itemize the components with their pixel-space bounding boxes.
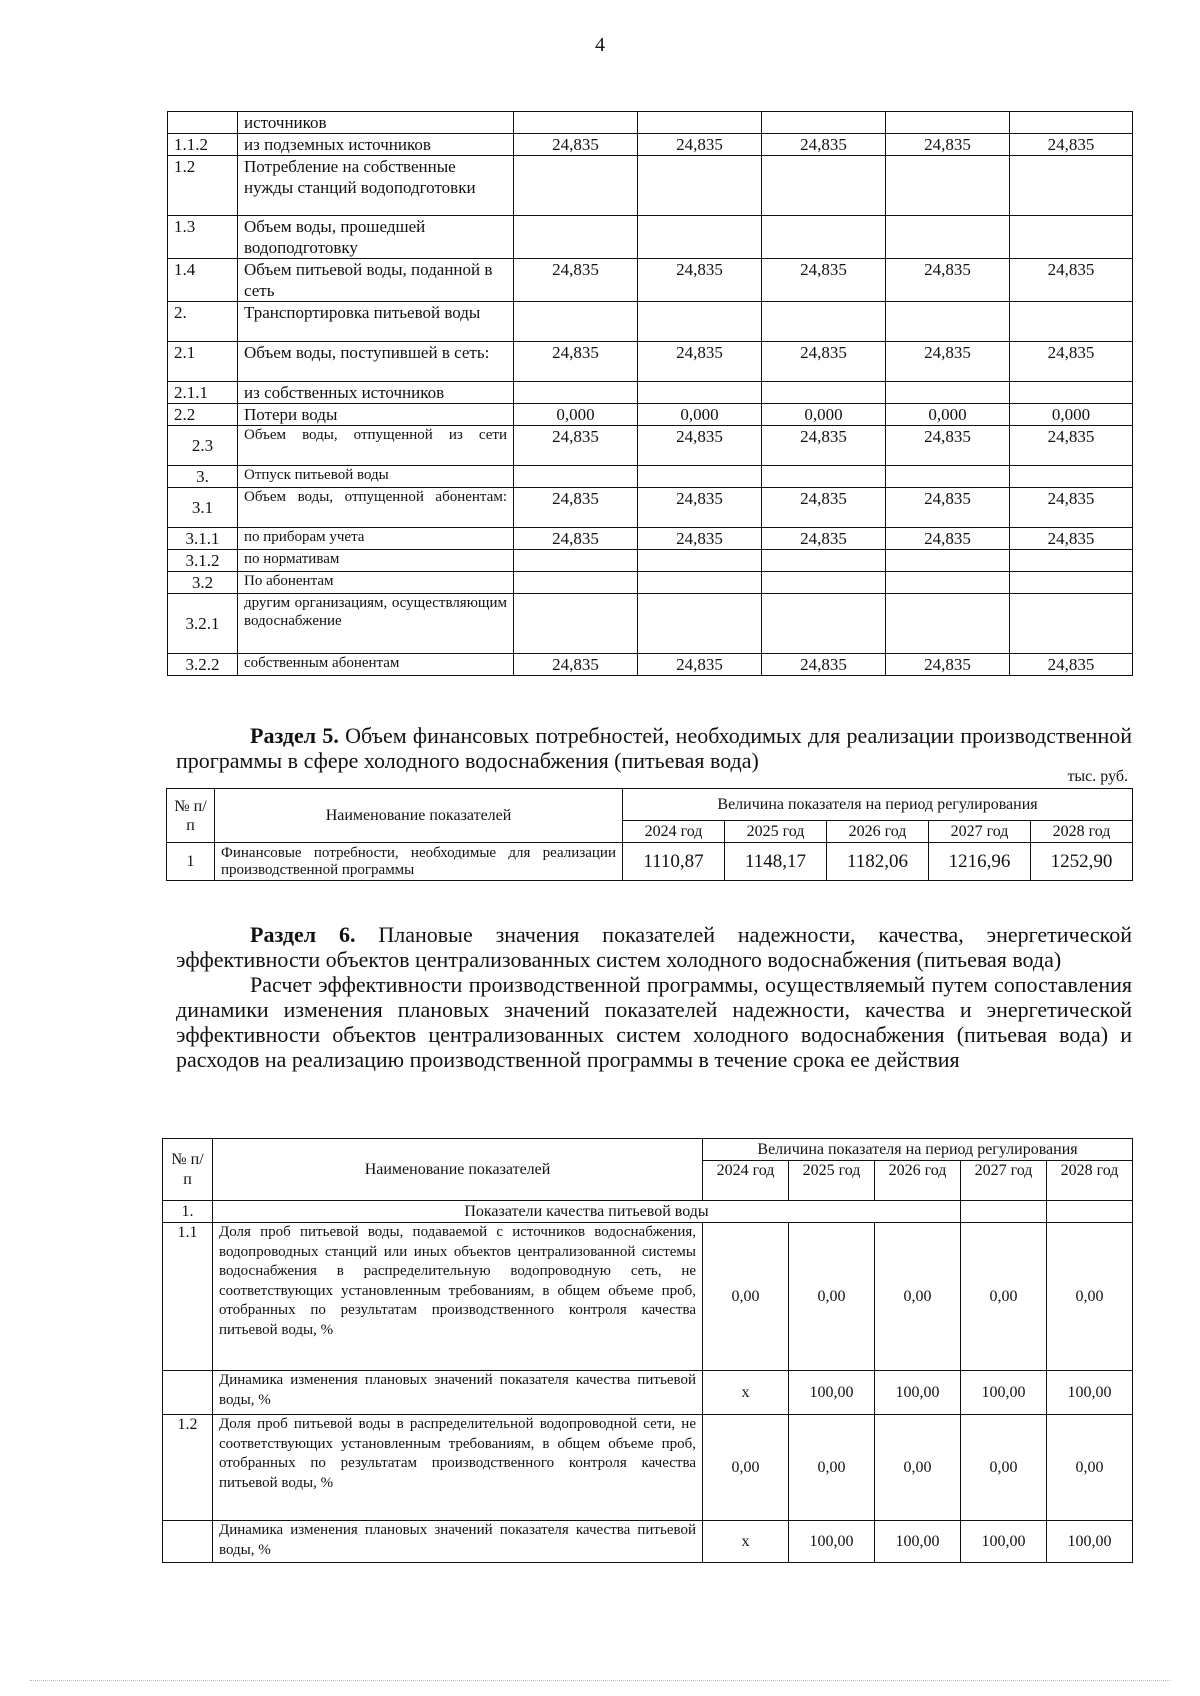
- t1-value: 0,000: [762, 404, 886, 426]
- t1-value: 24,835: [1010, 426, 1133, 466]
- t1-row-name: Объем воды, отпущенной абонентам:: [238, 488, 514, 528]
- t3-value: 0,00: [1047, 1415, 1133, 1521]
- t1-value: [762, 572, 886, 594]
- financial-needs-table: [166, 788, 1133, 881]
- t2-year: 2026 год: [827, 821, 929, 843]
- t1-row: [168, 488, 1133, 528]
- t1-value: 24,835: [886, 654, 1010, 676]
- t1-row-num: 3.1.2: [168, 550, 238, 572]
- t3-group-title: Показатели качества питьевой воды: [213, 1201, 961, 1223]
- t1-value: [762, 466, 886, 488]
- t3-row-num: [163, 1521, 213, 1563]
- t1-value: 24,835: [1010, 528, 1133, 550]
- t3-value: 0,00: [961, 1415, 1047, 1521]
- t1-row: [168, 594, 1133, 654]
- t1-row: [168, 426, 1133, 466]
- t1-value: [638, 216, 762, 259]
- t1-value: [886, 382, 1010, 404]
- t1-value: 24,835: [762, 134, 886, 156]
- t1-value: 24,835: [638, 134, 762, 156]
- t1-value: [1010, 302, 1133, 342]
- t1-value: 24,835: [638, 528, 762, 550]
- t1-value: 24,835: [762, 426, 886, 466]
- t3-row-name: Динамика изменения плановых значений показателя качества питьевой воды, %: [213, 1521, 703, 1563]
- t1-value: 24,835: [1010, 259, 1133, 302]
- t1-row-num: 3.: [168, 466, 238, 488]
- t1-row: [168, 302, 1133, 342]
- section6-paragraph: Расчет эффективности производственной программы, осуществляемый путем сопоставления динамики изменения плановых значений показателей надежности, качества и энергетической эффективности объектов централизованных систем холодного водоснабжения (питьевая вода) и расходов на реализацию производственной программы в течение срока ее действия: [176, 972, 1132, 1072]
- t1-value: [886, 594, 1010, 654]
- t1-value: 0,000: [514, 404, 638, 426]
- t3-value: 0,00: [789, 1223, 875, 1371]
- t3-value: 0,00: [875, 1415, 961, 1521]
- t1-value: 24,835: [886, 426, 1010, 466]
- t1-value: [762, 216, 886, 259]
- t1-value: [514, 302, 638, 342]
- t3-value: 100,00: [789, 1521, 875, 1563]
- t1-value: [638, 550, 762, 572]
- t1-value: 24,835: [886, 259, 1010, 302]
- t1-row: [168, 654, 1133, 676]
- t2-year: 2028 год: [1031, 821, 1133, 843]
- t1-row-name: Транспортировка питьевой воды: [238, 302, 514, 342]
- t1-row: [168, 259, 1133, 302]
- t1-value: [762, 302, 886, 342]
- t3-header-num: № п/п: [163, 1139, 213, 1201]
- t1-row: [168, 216, 1133, 259]
- t1-value: [638, 156, 762, 216]
- t1-value: [886, 550, 1010, 572]
- t2-year: 2025 год: [725, 821, 827, 843]
- t1-row-num: 3.2.2: [168, 654, 238, 676]
- t1-value: 24,835: [1010, 134, 1133, 156]
- t1-row-name: Объем воды, поступившей в сеть:: [238, 342, 514, 382]
- section6-heading: [176, 922, 1132, 1072]
- t2-row-num: 1: [167, 843, 215, 881]
- t1-value: 24,835: [1010, 488, 1133, 528]
- t3-value: 100,00: [875, 1521, 961, 1563]
- t1-value: [1010, 112, 1133, 134]
- t3-header-period: Величина показателя на период регулирования: [703, 1139, 1133, 1161]
- t3-row-num: [163, 1371, 213, 1415]
- t1-value: 24,835: [514, 134, 638, 156]
- t1-row: [168, 382, 1133, 404]
- water-volume-table: [167, 111, 1133, 676]
- section6-title: Плановые значения показателей надежности, качества, энергетической эффективности объектов централизованных систем холодного водоснабжения (питьевая вода): [176, 922, 1132, 972]
- t1-row-name: По абонентам: [238, 572, 514, 594]
- t3-value: 100,00: [789, 1371, 875, 1415]
- t1-row-num: 2.2: [168, 404, 238, 426]
- t1-row-name: другим организациям, осуществляющим водоснабжение: [238, 594, 514, 654]
- t1-value: [762, 550, 886, 572]
- t3-value: 0,00: [789, 1415, 875, 1521]
- t1-row-num: 2.1.1: [168, 382, 238, 404]
- page-number: 4: [595, 34, 605, 56]
- t1-value: 24,835: [638, 654, 762, 676]
- t1-row-name: по приборам учета: [238, 528, 514, 550]
- t1-value: [1010, 382, 1133, 404]
- t3-value: 0,00: [1047, 1223, 1133, 1371]
- t1-row-num: [168, 112, 238, 134]
- quality-indicators-table: [162, 1138, 1133, 1563]
- t1-value: 24,835: [1010, 654, 1133, 676]
- t1-value: 24,835: [638, 259, 762, 302]
- t1-row-num: 1.3: [168, 216, 238, 259]
- t1-value: 24,835: [886, 134, 1010, 156]
- t1-row: [168, 466, 1133, 488]
- t1-value: 24,835: [514, 488, 638, 528]
- t1-row-num: 2.1: [168, 342, 238, 382]
- t2-header-period: Величина показателя на период регулирования: [623, 789, 1133, 821]
- t3-year: 2026 год: [875, 1161, 961, 1201]
- t2-value: 1252,90: [1031, 843, 1133, 881]
- t1-value: [514, 216, 638, 259]
- t1-row: [168, 112, 1133, 134]
- t1-value: 24,835: [638, 426, 762, 466]
- section5-label: Раздел 5.: [250, 723, 339, 748]
- t1-value: [886, 572, 1010, 594]
- t1-row-name: по нормативам: [238, 550, 514, 572]
- t1-row: [168, 550, 1133, 572]
- t1-row-name: Объем питьевой воды, поданной в сеть: [238, 259, 514, 302]
- t1-value: [886, 156, 1010, 216]
- t1-row-name: Объем воды, отпущенной из сети: [238, 426, 514, 466]
- t2-value: 1110,87: [623, 843, 725, 881]
- t3-value: 0,00: [961, 1223, 1047, 1371]
- t1-value: 24,835: [638, 342, 762, 382]
- t3-value: 100,00: [961, 1371, 1047, 1415]
- t1-value: [1010, 550, 1133, 572]
- t1-value: 24,835: [762, 488, 886, 528]
- t1-row-num: 1.1.2: [168, 134, 238, 156]
- t2-value: 1216,96: [929, 843, 1031, 881]
- t3-year: 2027 год: [961, 1161, 1047, 1201]
- t1-value: [514, 550, 638, 572]
- t3-value: 0,00: [875, 1223, 961, 1371]
- t1-row: [168, 342, 1133, 382]
- t2-year: 2027 год: [929, 821, 1031, 843]
- t3-row-name: Доля проб питьевой воды в распределительной водопроводной сети, не соответствующих установленным требованиям, в общем объеме проб, отобранных по результатам производственного контроля качества питьевой воды, %: [213, 1415, 703, 1521]
- t1-row: [168, 572, 1133, 594]
- t1-row-name: из собственных источников: [238, 382, 514, 404]
- t1-value: 24,835: [762, 528, 886, 550]
- t1-row-name: собственным абонентам: [238, 654, 514, 676]
- t1-row-num: 2.3: [168, 426, 238, 466]
- t1-value: [1010, 572, 1133, 594]
- t1-row-num: 3.2.1: [168, 594, 238, 654]
- t3-value: 100,00: [875, 1371, 961, 1415]
- t1-value: 24,835: [514, 259, 638, 302]
- t1-value: 24,835: [886, 488, 1010, 528]
- t1-value: [514, 594, 638, 654]
- t3-row-name: Динамика изменения плановых значений показателя качества питьевой воды, %: [213, 1371, 703, 1415]
- t1-value: 24,835: [514, 528, 638, 550]
- t1-row-name: Отпуск питьевой воды: [238, 466, 514, 488]
- t1-value: 0,000: [1010, 404, 1133, 426]
- t1-row-num: 2.: [168, 302, 238, 342]
- t1-row-name: Объем воды, прошедшей водоподготовку: [238, 216, 514, 259]
- units-label: тыс. руб.: [1067, 768, 1128, 785]
- t1-value: [886, 216, 1010, 259]
- t1-value: [514, 572, 638, 594]
- t1-value: 0,000: [638, 404, 762, 426]
- t1-value: [638, 466, 762, 488]
- t1-row: [168, 156, 1133, 216]
- t3-year: 2025 год: [789, 1161, 875, 1201]
- t1-value: [762, 594, 886, 654]
- t3-value: х: [703, 1521, 789, 1563]
- t1-row-name: Потребление на собственные нужды станций водоподготовки: [238, 156, 514, 216]
- t3-value: 0,00: [703, 1223, 789, 1371]
- t1-value: [638, 112, 762, 134]
- t3-year: 2024 год: [703, 1161, 789, 1201]
- t3-value: х: [703, 1371, 789, 1415]
- scan-edge-line: [30, 1680, 1170, 1681]
- t1-row-num: 3.2: [168, 572, 238, 594]
- t1-value: [1010, 594, 1133, 654]
- t1-value: [638, 594, 762, 654]
- t1-row: [168, 134, 1133, 156]
- t1-value: [1010, 156, 1133, 216]
- t1-value: [514, 382, 638, 404]
- t1-value: [514, 466, 638, 488]
- t1-value: 24,835: [638, 488, 762, 528]
- t2-value: 1148,17: [725, 843, 827, 881]
- t3-empty-cell: [961, 1201, 1047, 1223]
- t1-value: 24,835: [762, 259, 886, 302]
- t1-value: 24,835: [762, 654, 886, 676]
- t1-row-num: 1.4: [168, 259, 238, 302]
- t1-value: [886, 302, 1010, 342]
- t1-row-name: Потери воды: [238, 404, 514, 426]
- t3-empty-cell: [1047, 1201, 1133, 1223]
- t3-value: 0,00: [703, 1415, 789, 1521]
- section6-label: Раздел 6.: [250, 922, 356, 947]
- t1-value: [514, 156, 638, 216]
- t3-row-num: 1.2: [163, 1415, 213, 1521]
- t1-value: [1010, 466, 1133, 488]
- t1-value: 24,835: [514, 342, 638, 382]
- t1-value: [1010, 216, 1133, 259]
- t2-value: 1182,06: [827, 843, 929, 881]
- t1-value: [886, 466, 1010, 488]
- t1-value: [886, 112, 1010, 134]
- t3-row-name: Доля проб питьевой воды, подаваемой с источников водоснабжения, водопроводных станций или иных объектов централизованной системы водоснабжения в распределительную водопроводную сеть, не соответствующих установленным требованиям, в общем объеме проб, отобранных по результатам производственного контроля качества питьевой воды, %: [213, 1223, 703, 1371]
- t1-row-name: источников: [238, 112, 514, 134]
- t1-row-num: 3.1.1: [168, 528, 238, 550]
- t1-row: [168, 528, 1133, 550]
- t1-value: [762, 156, 886, 216]
- t1-row-name: из подземных источников: [238, 134, 514, 156]
- t2-header-name: Наименование показателей: [215, 789, 623, 843]
- t3-value: 100,00: [961, 1521, 1047, 1563]
- t1-value: [762, 112, 886, 134]
- section5-title: Объем финансовых потребностей, необходимых для реализации производственной программы в сфере холодного водоснабжения (питьевая вода): [176, 723, 1132, 773]
- t1-value: [638, 572, 762, 594]
- t1-value: 24,835: [886, 342, 1010, 382]
- t1-value: 24,835: [886, 528, 1010, 550]
- t3-row-num: 1.1: [163, 1223, 213, 1371]
- section5-heading: [176, 723, 1132, 773]
- t1-value: 24,835: [514, 654, 638, 676]
- t3-value: 100,00: [1047, 1371, 1133, 1415]
- t1-value: 24,835: [762, 342, 886, 382]
- t3-group-num: 1.: [163, 1201, 213, 1223]
- t2-row-name: Финансовые потребности, необходимые для реализации производственной программы: [215, 843, 623, 881]
- t3-value: 100,00: [1047, 1521, 1133, 1563]
- t1-row: [168, 404, 1133, 426]
- t1-value: 0,000: [886, 404, 1010, 426]
- t1-row-num: 1.2: [168, 156, 238, 216]
- t1-value: [638, 302, 762, 342]
- t1-value: 24,835: [514, 426, 638, 466]
- t1-value: [762, 382, 886, 404]
- t1-row-num: 3.1: [168, 488, 238, 528]
- t1-value: [638, 382, 762, 404]
- t3-header-name: Наименование показателей: [213, 1139, 703, 1201]
- t1-value: 24,835: [1010, 342, 1133, 382]
- t3-year: 2028 год: [1047, 1161, 1133, 1201]
- t2-header-num: № п/п: [167, 789, 215, 843]
- t1-value: [514, 112, 638, 134]
- t2-year: 2024 год: [623, 821, 725, 843]
